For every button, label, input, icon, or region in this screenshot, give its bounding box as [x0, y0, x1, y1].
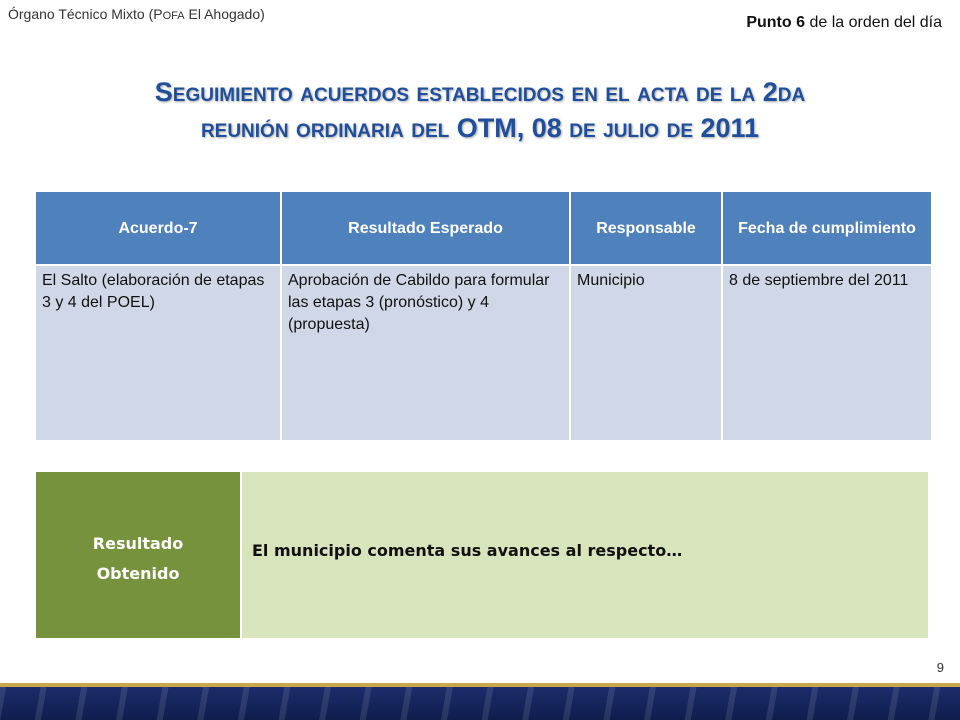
result-label	[36, 472, 241, 638]
title-line-2: reunión ordinaria del OTM, 08 de julio de 2011	[200, 113, 760, 143]
cell-agreement: El Salto (elaboración de etapas 3 y 4 del POEL)	[36, 265, 281, 440]
cell-responsible: Municipio	[570, 265, 722, 440]
agenda-point: Punto 6	[746, 14, 805, 31]
title-line-1: Seguimiento acuerdos establecidos en el acta de la 2da	[154, 77, 806, 107]
org-prefix: Órgano Técnico Mixto (P	[8, 6, 163, 22]
header-responsible: Responsable	[570, 192, 722, 265]
table-header-row	[36, 192, 931, 265]
footer-band	[0, 687, 960, 720]
agenda-item	[746, 14, 942, 32]
table-row	[36, 265, 931, 440]
organization-header	[8, 6, 265, 22]
result-label-line-1: Resultado	[92, 533, 184, 553]
cell-due-date: 8 de septiembre del 2011	[722, 265, 931, 440]
slide-title	[0, 74, 960, 146]
header-expected-result: Resultado Esperado	[281, 192, 570, 265]
result-row	[36, 472, 928, 638]
cell-expected-result: Aprobación de Cabildo para formular las etapas 3 (pronóstico) y 4 (propuesta)	[281, 265, 570, 440]
header-due-date: Fecha de cumplimiento	[722, 192, 931, 265]
header-agreement: Acuerdo-7	[36, 192, 281, 265]
result-table	[36, 472, 928, 638]
agenda-rest: de la orden del día	[805, 14, 942, 31]
page-number: 9	[936, 660, 944, 675]
org-suffix: El Ahogado)	[184, 6, 265, 22]
agreement-table	[36, 192, 931, 440]
result-label-line-2: Obtenido	[96, 563, 180, 583]
org-small-caps: OFA	[162, 10, 185, 22]
result-value: El municipio comenta sus avances al respecto…	[241, 472, 928, 638]
